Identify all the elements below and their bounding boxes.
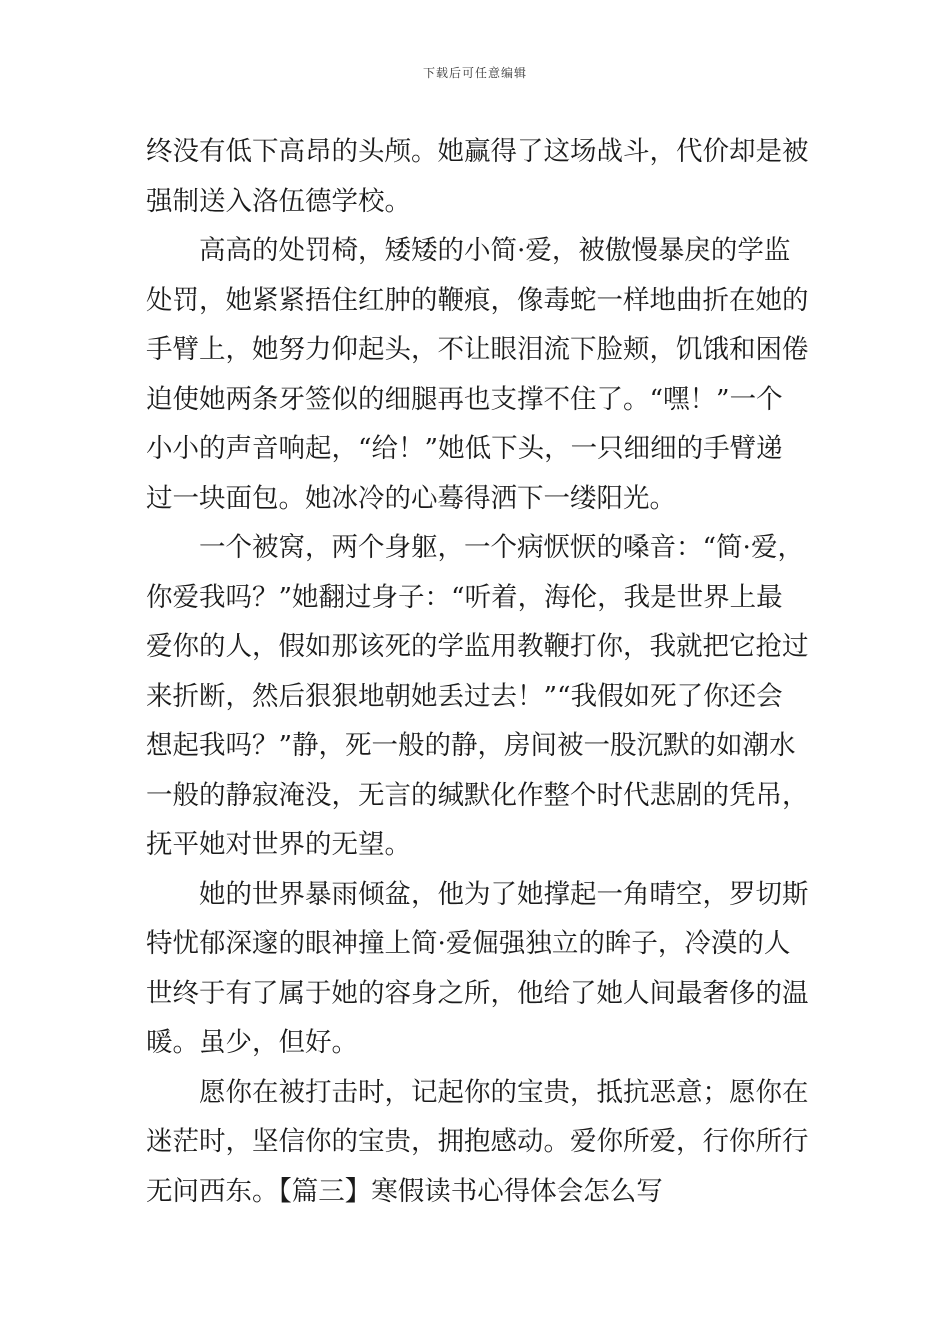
- text-line: 来折断，然后狠狠地朝她丢过去！”“我假如死了你还会: [146, 680, 783, 712]
- paragraph-start-line: 高高的处罚椅，矮矮的小简·爱，被傲慢暴戾的学监: [199, 235, 791, 266]
- page-header: 下载后可任意编辑: [422, 66, 527, 80]
- text-line: 手臂上，她努力仰起头，不让眼泪流下脸颊，饥饿和困倦: [146, 334, 809, 365]
- text-line: 特忧郁深邃的眼神撞上简·爱倔强独立的眸子，冷漠的人: [146, 928, 791, 959]
- text-line: 暖。虽少，但好。: [146, 1027, 358, 1058]
- text-line: 迫使她两条牙签似的细腿再也支撑不住了。“嘿！”一个: [146, 383, 783, 415]
- paragraph-start-line: 一个被窝，两个身躯，一个病恹恹的嗓音：“简·爱，: [199, 532, 804, 563]
- text-line: 强制送入洛伍德学校。: [146, 185, 411, 217]
- text-line: 终没有低下高昂的头颅。她赢得了这场战斗，代价却是被: [146, 136, 809, 167]
- text-line: 抚平她对世界的无望。: [146, 829, 411, 860]
- text-line: 小小的声音响起，“给！”她低下头，一只细细的手臂递: [146, 433, 783, 464]
- paragraph-start-line: 她的世界暴雨倾盆，他为了她撑起一角晴空，罗切斯: [199, 878, 809, 910]
- text-line: 你爱我吗？”她翻过身子：“听着，海伦，我是世界上最: [146, 581, 783, 613]
- document-body: [146, 127, 810, 1216]
- text-line: 一般的静寂淹没，无言的缄默化作整个时代悲剧的凭吊，: [146, 779, 809, 811]
- text-line: 世终于有了属于她的容身之所，他给了她人间最奢侈的温: [146, 977, 809, 1009]
- text-line: 爱你的人，假如那该死的学监用教鞭打你，我就把它抢过: [146, 631, 809, 662]
- text-line: 无问西东。【篇三】寒假读书心得体会怎么写: [146, 1175, 663, 1207]
- text-line: 想起我吗？”静，死一般的静，房间被一股沉默的如潮水: [146, 730, 796, 761]
- paragraph-start-line: 愿你在被打击时，记起你的宝贵，抵抗恶意；愿你在: [199, 1076, 809, 1108]
- text-line: 处罚，她紧紧捂住红肿的鞭痕，像毒蛇一样地曲折在她的: [146, 284, 809, 316]
- text-line: 过一块面包。她冰冷的心蓦得洒下一缕阳光。: [146, 482, 676, 514]
- text-line: 迷茫时，坚信你的宝贵，拥抱感动。爱你所爱，行你所行: [146, 1126, 809, 1157]
